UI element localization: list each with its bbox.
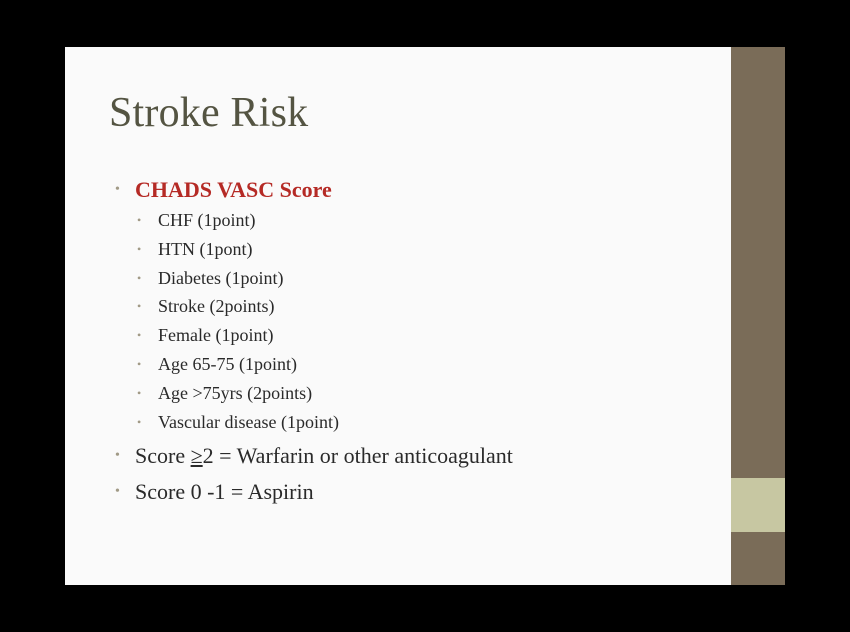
criteria-item: [135, 350, 513, 379]
criteria-item: [135, 292, 513, 321]
rule-1-prefix: Score: [135, 443, 191, 469]
slide-title: Stroke Risk: [109, 90, 309, 136]
side-accent-block: [731, 478, 785, 532]
greater-equal-symbol: ≥: [190, 443, 203, 469]
criteria-list: [135, 206, 513, 436]
criteria-text: Stroke (2points): [158, 296, 275, 317]
bullet-score-aspirin: [115, 475, 513, 508]
criteria-text: Diabetes (1point): [158, 267, 284, 288]
sub-bullet-dot-icon: •: [137, 385, 142, 400]
bullet-list: [115, 175, 513, 508]
slide: [65, 47, 785, 585]
rule-2-text: Score 0 -1 = Aspirin: [135, 479, 314, 505]
sub-bullet-dot-icon: •: [137, 299, 142, 314]
criteria-item: [135, 235, 513, 264]
bullet-dot-icon: •: [115, 182, 120, 197]
criteria-text: Female (1point): [158, 325, 274, 346]
bullet-score-anticoagulant: [115, 439, 513, 472]
sub-bullet-dot-icon: •: [137, 213, 142, 227]
sub-bullet-dot-icon: •: [137, 328, 142, 343]
sub-bullet-dot-icon: •: [137, 270, 142, 285]
criteria-item: [135, 321, 513, 350]
criteria-text: CHF (1point): [158, 210, 256, 230]
criteria-text: HTN (1pont): [158, 238, 253, 259]
criteria-item: [135, 408, 513, 437]
sub-bullet-dot-icon: •: [137, 414, 142, 429]
sub-bullet-dot-icon: •: [137, 241, 142, 256]
sub-bullet-dot-icon: •: [137, 356, 142, 371]
criteria-text: Age 65-75 (1point): [158, 353, 297, 374]
criteria-text: Age >75yrs (2points): [158, 382, 313, 403]
rule-1-suffix: 2 = Warfarin or other anticoagulant: [202, 443, 513, 469]
criteria-item: [135, 206, 513, 235]
criteria-item: [135, 264, 513, 293]
criteria-item: [135, 379, 513, 408]
bullet-dot-icon: •: [115, 484, 120, 500]
chads-vasc-heading: CHADS VASC Score: [135, 177, 332, 202]
criteria-text: Vascular disease (1point): [158, 411, 339, 432]
bullet-chads-vasc: [115, 175, 513, 436]
bullet-dot-icon: •: [115, 448, 120, 464]
